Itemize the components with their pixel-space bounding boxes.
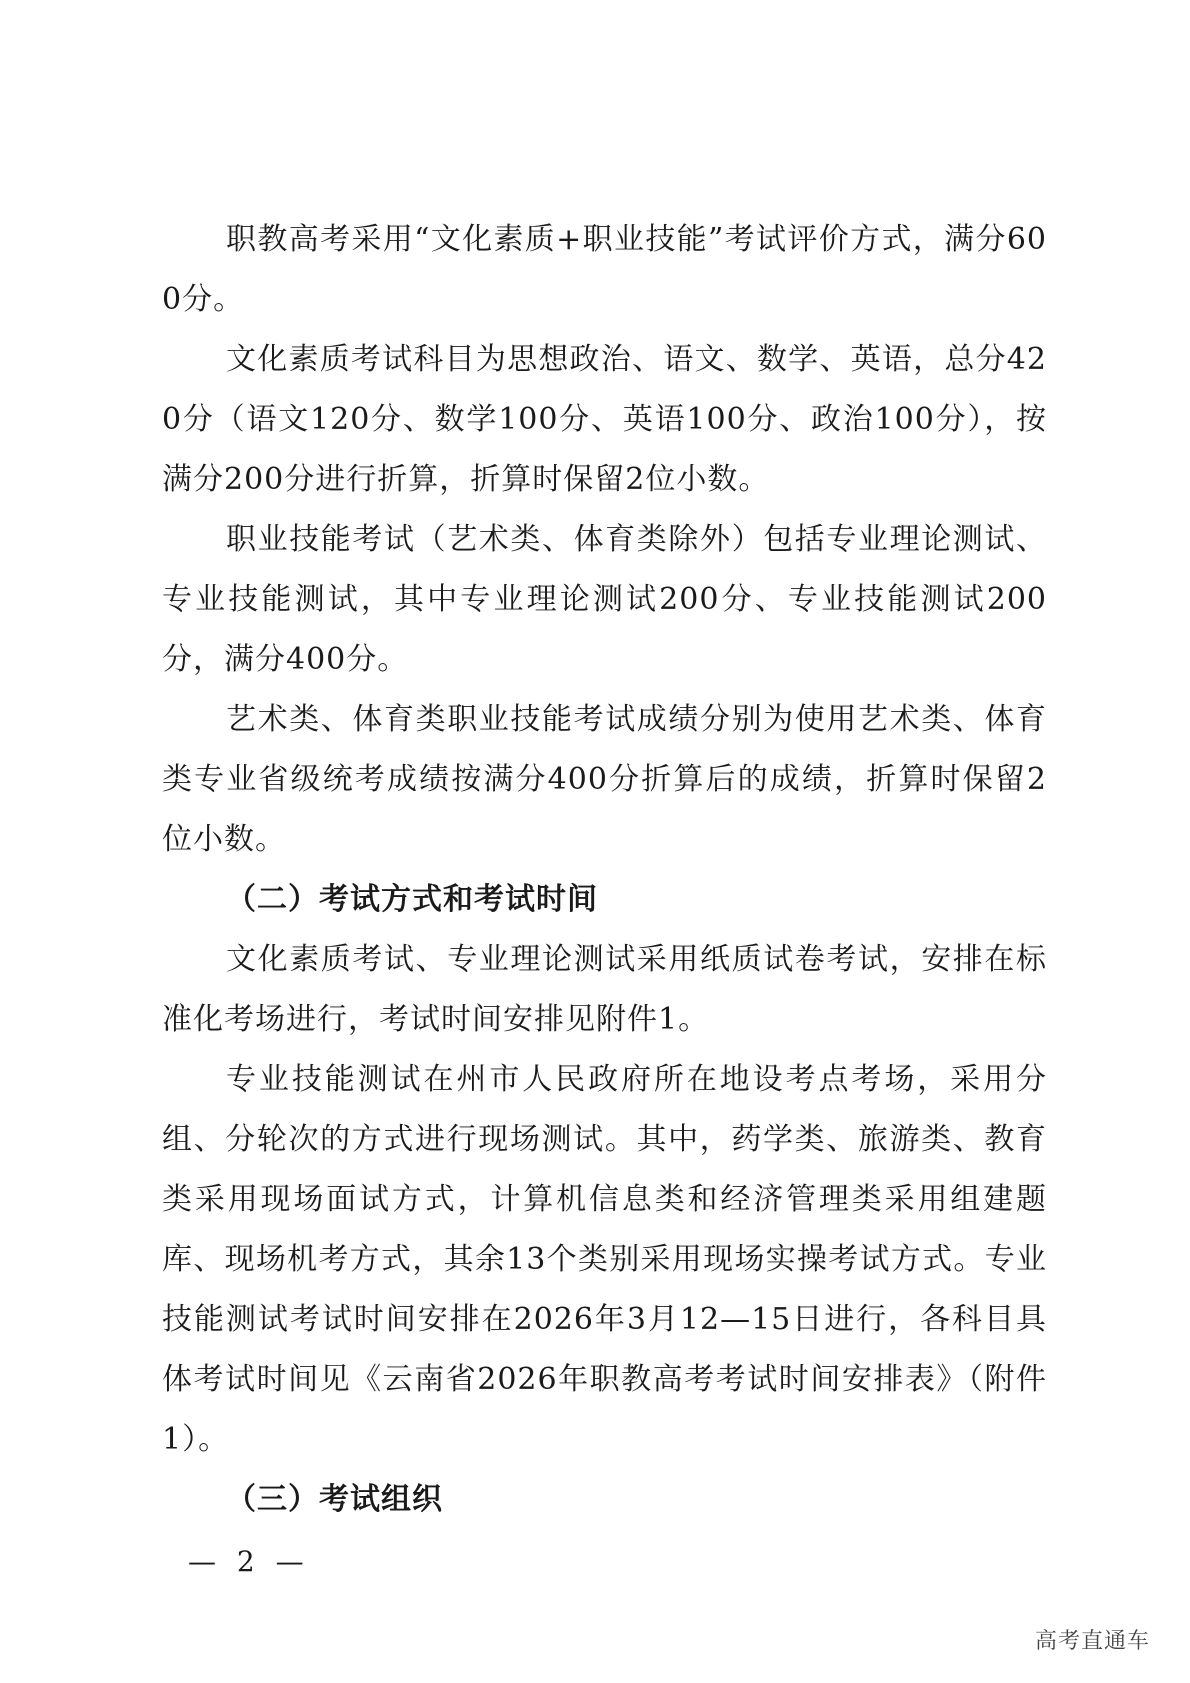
paragraph-art-sports: 艺术类、体育类职业技能考试成绩分别为使用艺术类、体育类专业省级统考成绩按满分400分折算后的成绩，折算时保留2位小数。 bbox=[162, 702, 1047, 857]
page-number: — 2 — bbox=[188, 1545, 310, 1578]
paragraph-vocational-skills: 职业技能考试（艺术类、体育类除外）包括专业理论测试、专业技能测试，其中专业理论测试200分、专业技能测试200分，满分400分。 bbox=[162, 522, 1047, 677]
paragraph-cultural-subjects: 文化素质考试科目为思想政治、语文、数学、英语，总分420分（语文120分、数学100分、英语100分、政治100分），按满分200分进行折算，折算时保留2位小数。 bbox=[162, 342, 1047, 497]
watermark-logo-text: 高考直通车 bbox=[1034, 1629, 1150, 1654]
document-body bbox=[162, 210, 1047, 1530]
section-heading-exam-organization: （三）考试组织 bbox=[226, 1482, 443, 1517]
paragraph-skill-test: 专业技能测试在州市人民政府所在地设考点考场，采用分组、分轮次的方式进行现场测试。其中，药学类、旅游类、教育类采用现场面试方式，计算机信息类和经济管理类采用组建题库、现场机考方式，其余13个类别采用现场实操考试方式。专业技能测试考试时间安排在2026年3月12—15日进行，各科目具体考试时间见《云南省2026年职教高考考试时间安排表》（附件1）。 bbox=[162, 1062, 1047, 1457]
section-heading-exam-method: （二）考试方式和考试时间 bbox=[226, 882, 598, 917]
paragraph-paper-exam: 文化素质考试、专业理论测试采用纸质试卷考试，安排在标准化考场进行，考试时间安排见附件1。 bbox=[162, 942, 1047, 1037]
paragraph-score-method: 职教高考采用“文化素质+职业技能”考试评价方式，满分600分。 bbox=[162, 222, 1047, 317]
